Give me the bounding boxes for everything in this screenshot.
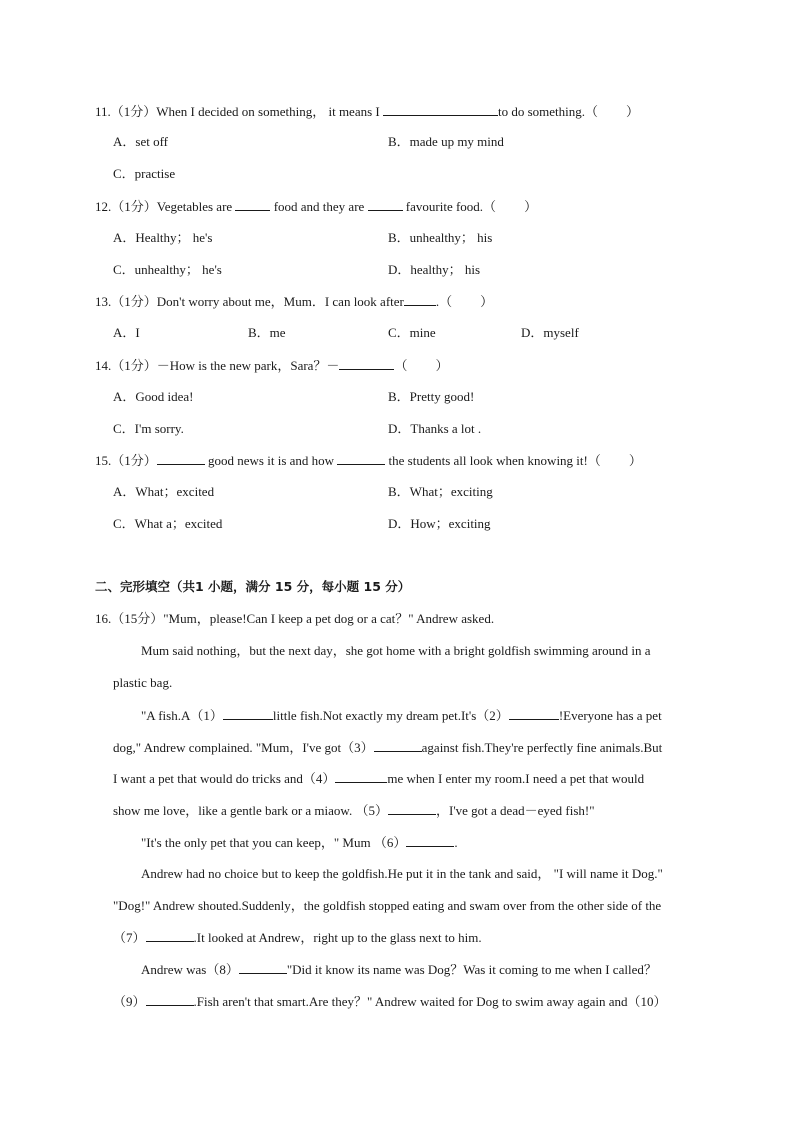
- cloze-paragraph-line: [113, 768, 644, 789]
- cloze-text: !Everyone has a pet: [558, 708, 662, 723]
- question-text: ）: [435, 358, 449, 373]
- question-text: .（: [435, 294, 453, 309]
- option-a: A．set off: [113, 134, 169, 149]
- option-a: A．Good idea!: [113, 389, 194, 404]
- section-title: 二、完形填空（共1 小题，满分 15 分，每小题 15 分）: [95, 579, 411, 594]
- cloze-text: dog," Andrew complained. "Mum，I've got（3）: [113, 740, 374, 755]
- question-11-stem: [95, 101, 639, 122]
- cloze-paragraph-line: [113, 991, 667, 1012]
- option-a: A．I: [113, 325, 140, 340]
- option-b: B．me: [248, 325, 286, 340]
- cloze-paragraph-line: Mum said nothing，but the next day，she got home with a bright goldfish swimming around in a: [141, 643, 651, 658]
- question-text: （: [394, 358, 408, 373]
- answer-blank: [157, 450, 205, 465]
- cloze-paragraph-line: [113, 737, 662, 758]
- cloze-paragraph-line: [113, 800, 595, 821]
- question-13-stem: [95, 291, 493, 312]
- cloze-paragraph-line: plastic bag.: [113, 675, 173, 690]
- cloze-blank-1: [223, 705, 273, 720]
- cloze-text: Andrew was（8）: [141, 962, 239, 977]
- question-text: 15.（1分）: [95, 453, 157, 468]
- cloze-blank-6: [406, 832, 454, 847]
- question-16-stem: 16.（15分）"Mum，please!Can I keep a pet dog or a cat？" Andrew asked.: [95, 611, 495, 626]
- option-b: B．made up my mind: [388, 134, 504, 149]
- question-text: food and they are: [270, 199, 368, 214]
- option-c: C．What a；excited: [113, 516, 223, 531]
- option-c: C．I'm sorry.: [113, 421, 184, 436]
- cloze-blank-8: [239, 959, 287, 974]
- cloze-text: me when I enter my room.I need a pet that would: [387, 771, 645, 786]
- option-a: A．Healthy； he's: [113, 230, 213, 245]
- question-14-stem: [95, 355, 448, 376]
- option-d: D．How；exciting: [388, 516, 491, 531]
- cloze-text: .: [454, 835, 458, 850]
- cloze-text: show me love，like a gentle bark or a miaow. （5）: [113, 803, 388, 818]
- cloze-text: "Did it know its name was Dog？Was it coming to me when I called？: [286, 962, 657, 977]
- option-d: D．healthy； his: [388, 262, 481, 277]
- option-c: C．practise: [113, 166, 176, 181]
- cloze-text: .Fish aren't that smart.Are they？" Andrew waited for Dog to swim away again and（10）: [193, 994, 667, 1009]
- cloze-blank-5: [388, 800, 436, 815]
- answer-blank: [235, 196, 270, 211]
- cloze-text: .It looked at Andrew，right up to the glass next to him.: [193, 930, 482, 945]
- answer-blank: [404, 291, 436, 306]
- cloze-text: against fish.They're perfectly fine animals.But: [421, 740, 663, 755]
- cloze-blank-9: [146, 991, 194, 1006]
- cloze-paragraph-line: [113, 927, 482, 948]
- cloze-text: （7）: [113, 930, 146, 945]
- cloze-paragraph-line: "Dog!" Andrew shouted.Suddenly，the goldfish stopped eating and swam over from the other side of the: [113, 898, 662, 913]
- answer-blank: [383, 101, 498, 116]
- cloze-blank-4: [335, 768, 387, 783]
- option-b: B．unhealthy； his: [388, 230, 493, 245]
- option-d: D．Thanks a lot .: [388, 421, 482, 436]
- option-b: B．Pretty good!: [388, 389, 475, 404]
- question-text: 14.（1分）－How is the new park，Sara？－: [95, 358, 340, 373]
- cloze-paragraph-line: [141, 832, 458, 853]
- answer-blank: [339, 355, 394, 370]
- question-text: the students all look when knowing it!（: [385, 453, 601, 468]
- cloze-blank-7: [146, 927, 194, 942]
- question-text: 12.（1分）Vegetables are: [95, 199, 236, 214]
- cloze-text: I want a pet that would do tricks and（4）: [113, 771, 336, 786]
- question-15-stem: [95, 450, 642, 471]
- option-b: B．What；exciting: [388, 484, 493, 499]
- cloze-paragraph-line: [141, 959, 657, 980]
- answer-blank: [337, 450, 385, 465]
- cloze-text: "It's the only pet that you can keep，" Mum （6）: [141, 835, 407, 850]
- cloze-blank-3: [374, 737, 422, 752]
- cloze-text: ，I've got a dead－eyed fish!": [435, 803, 595, 818]
- answer-blank: [368, 196, 403, 211]
- cloze-paragraph-line: [141, 705, 662, 726]
- question-text: 11.（1分）When I decided on something， it means I: [95, 104, 383, 119]
- question-text: 13.（1分）Don't worry about me，Mum．I can look after: [95, 294, 404, 309]
- option-c: C．mine: [388, 325, 436, 340]
- question-12-stem: [95, 196, 537, 217]
- cloze-text: "A fish.A（1）: [141, 708, 223, 723]
- question-text: ）: [626, 104, 640, 119]
- cloze-paragraph-line: Andrew had no choice but to keep the goldfish.He put it in the tank and said， "I will name it Dog.": [141, 866, 663, 881]
- question-text: good news it is and how: [204, 453, 338, 468]
- question-text: to do something.（: [498, 104, 599, 119]
- question-text: ）: [480, 294, 494, 309]
- cloze-blank-2: [509, 705, 559, 720]
- question-text: ）: [524, 199, 538, 214]
- option-a: A．What；excited: [113, 484, 215, 499]
- cloze-text: little fish.Not exactly my dream pet.It's（2）: [272, 708, 509, 723]
- option-c: C．unhealthy； he's: [113, 262, 222, 277]
- cloze-text: （9）: [113, 994, 146, 1009]
- question-text: favourite food.（: [402, 199, 497, 214]
- option-d: D．myself: [521, 325, 579, 340]
- question-text: ）: [628, 453, 642, 468]
